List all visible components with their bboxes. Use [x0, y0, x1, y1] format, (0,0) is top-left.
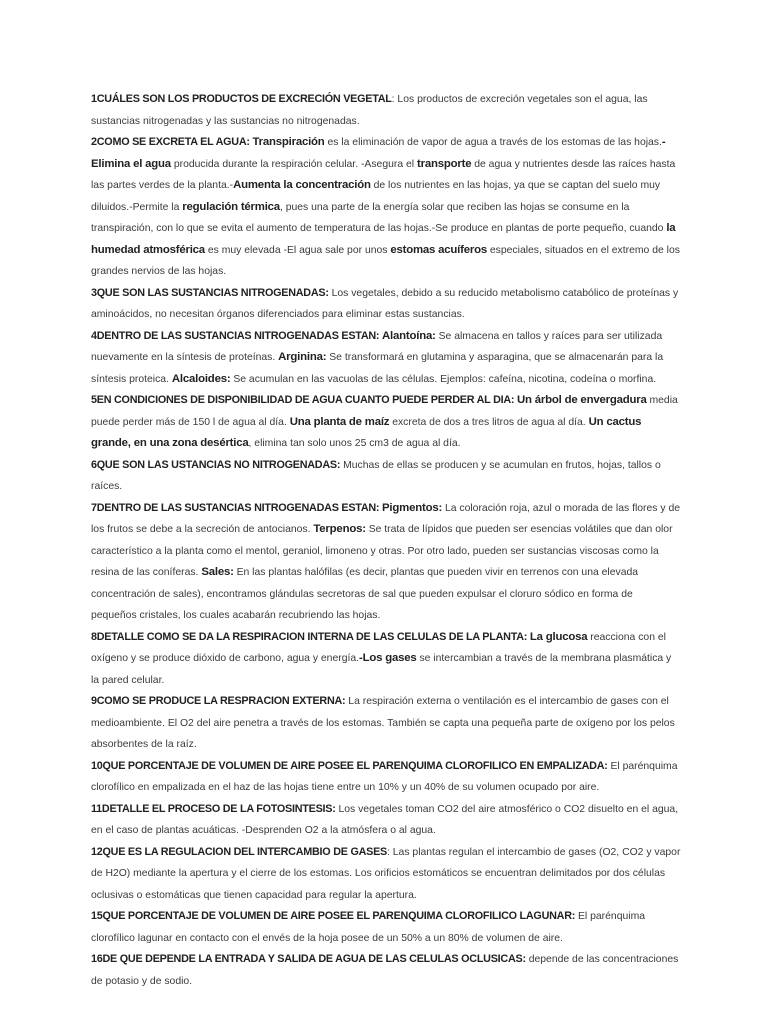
answer-text: El parénquima clorofílico lagunar en contacto con el envés de la hoja posee de un 50% a un 80% de volumen de aire.	[91, 911, 645, 944]
question-heading: 10QUE PORCENTAJE DE VOLUMEN DE AIRE POSEE EL PARENQUIMA CLOROFILICO EN EMPALIZADA:	[91, 759, 608, 772]
paragraph-q11	[91, 799, 681, 842]
key-term: Terpenos:	[313, 523, 366, 535]
key-term: transporte	[417, 157, 472, 170]
paragraph-q8	[91, 627, 681, 692]
key-term: Un cactus grande, en una zona desértica	[91, 415, 642, 449]
answer-text: , elimina tan solo unos 25 cm3 de agua al día.	[248, 438, 461, 449]
key-term: Un árbol de envergadura	[517, 394, 647, 406]
key-term: Arginina:	[278, 351, 327, 363]
paragraph-q2	[91, 132, 681, 283]
question-heading: 16DE QUE DEPENDE LA ENTRADA Y SALIDA DE AGUA DE LAS CELULAS OCLUSICAS:	[91, 953, 526, 965]
answer-text: producida durante la respiración celular. -Asegura el	[170, 158, 417, 170]
answer-text: excreta de dos a tres litros de agua al día.	[389, 416, 589, 428]
key-term: Alcaloides:	[171, 372, 231, 385]
paragraph-q10	[91, 756, 681, 799]
answer-text: La respiración externa o ventilación es el intercambio de gases con el medioambiente. El O2 del aire penetra a través de los estomas. También se capta una pequeña parte de oxígeno por los pelos absorbentes de la raíz.	[91, 696, 675, 750]
key-term: Sales:	[201, 566, 234, 578]
key-term: Una planta de maíz	[289, 415, 390, 428]
key-term: regulación térmica	[182, 200, 280, 213]
paragraph-q1	[91, 89, 681, 132]
answer-text: es la eliminación de vapor de agua a través de los estomas de las hojas.	[324, 137, 662, 148]
answer-text: Muchas de ellas se producen y se acumulan en frutos, hojas, tallos o raíces.	[91, 459, 661, 492]
paragraph-q9	[91, 691, 681, 756]
paragraph-q16	[91, 949, 681, 992]
question-heading: 4DENTRO DE LAS SUSTANCIAS NITROGENADAS ESTAN:	[91, 329, 383, 342]
answer-text: se intercambian a través de la membrana plasmática y la pared celular.	[91, 653, 672, 686]
answer-text: Se trata de lípidos que pueden ser esencias volátiles que dan olor característico a la planta como el mentol, geraniol, limoneno y otras. Por otro lado, pueden ser sustancias viscosas como la resina de las coníferas.	[91, 524, 673, 578]
key-term: Transpiración	[252, 136, 325, 148]
key-term: Alantoína:	[382, 329, 436, 342]
question-heading: 15QUE PORCENTAJE DE VOLUMEN DE AIRE POSEE EL PARENQUIMA CLOROFILICO LAGUNAR:	[91, 910, 576, 922]
answer-text: En las plantas halófilas (es decir, plantas que pueden vivir en terrenos con una elevada concentración de sales), encontramos glándulas secretoras de sal que pueden expulsar el cloruro sódico en forma de pequeños cristales, los cuales acabarán recubriendo las hojas.	[91, 567, 639, 621]
answer-text: de agua y nutrientes desde las raíces hasta las partes verdes de la planta.-	[91, 158, 676, 191]
paragraph-q5	[91, 390, 681, 455]
paragraph-q4	[91, 326, 681, 391]
question-heading: 2COMO SE EXCRETA EL AGUA:	[91, 136, 253, 148]
question-heading: 12QUE ES LA REGULACION DEL INTERCAMBIO DE GASES	[91, 845, 387, 858]
answer-text: media puede perder más de 150 l de agua al día.	[91, 395, 678, 428]
question-heading: 11DETALLE EL PROCESO DE LA FOTOSINTESIS:	[91, 802, 336, 815]
question-heading: 3QUE SON LAS SUSTANCIAS NITROGENADAS:	[91, 286, 329, 299]
question-heading: 9COMO SE PRODUCE LA RESPRACION EXTERNA:	[91, 695, 346, 707]
key-term: estomas acuíferos	[390, 243, 488, 256]
question-heading: 6QUE SON LAS USTANCIAS NO NITROGENADAS:	[91, 458, 341, 471]
answer-text: El parénquima clorofílico en empalizada en el haz de las hojas tiene entre un 10% y un 40% de su volumen ocupado por aire.	[91, 760, 678, 793]
key-term: La glucosa	[529, 630, 588, 643]
answer-text: : Las plantas regulan el intercambio de gases (O2, CO2 y vapor de H2O) mediante la apertura y el cierre de los estomas. Los orificios estomáticos se encuentran delimitados por dos células oclusivas o estomáticas que tienen capacidad para regular la apertura.	[91, 846, 681, 901]
paragraph-q7	[91, 498, 681, 627]
answer-text: Los vegetales, debido a su reducido metabolismo catabólico de proteínas y aminoácidos, no necesitan órganos diferenciados para eliminar estas sustancias.	[91, 287, 679, 320]
answer-text: de los nutrientes en las hojas, ya que se captan del suelo muy diluidos.-Permite la	[91, 180, 661, 213]
question-heading: 5EN CONDICIONES DE DISPONIBILIDAD DE AGUA CUANTO PUEDE PERDER AL DIA:	[91, 394, 518, 406]
question-heading: 1CUÁLES SON LOS PRODUCTOS DE EXCRECIÓN VEGETAL	[91, 93, 392, 105]
document-page	[91, 89, 681, 992]
answer-text: La coloración roja, azul o morada de las flores y de los frutos se debe a la secreción de antocianos.	[91, 502, 681, 535]
key-term: Aumenta la concentración	[233, 179, 371, 191]
answer-text: , pues una parte de la energía solar que reciben las hojas se consume en la transpiración, con lo que se evita el aumento de temperatura de las hojas.-Se produce en plantas de porte pequeño, cuando	[91, 201, 667, 234]
key-term: -Los gases	[359, 652, 417, 664]
question-heading: 7DENTRO DE LAS SUSTANCIAS NITROGENADAS ESTAN:	[91, 501, 383, 514]
paragraph-q15	[91, 906, 681, 949]
answer-text: Se acumulan en las vacuolas de las células. Ejemplos: cafeína, nicotina, codeína o morfina.	[230, 373, 657, 385]
answer-text: Los vegetales toman CO2 del aire atmosférico o CO2 disuelto en el agua, en el caso de plantas acuáticas. -Desprenden O2 a la atmósfera o al agua.	[91, 803, 679, 836]
question-heading: 8DETALLE COMO SE DA LA RESPIRACION INTERNA DE LAS CELULAS DE LA PLANTA:	[91, 630, 530, 643]
key-term: Pigmentos:	[382, 501, 443, 514]
answer-text: Se almacena en tallos y raíces para ser utilizada nuevamente en la síntesis de proteínas.	[91, 330, 663, 363]
key-term: -Elimina el agua	[91, 136, 666, 170]
paragraph-q3	[91, 283, 681, 326]
answer-text: especiales, situados en el extremo de los grandes nervios de las hojas.	[91, 244, 680, 277]
answer-text: es muy elevada -El agua sale por unos	[204, 244, 391, 256]
answer-text: reacciona con el oxígeno y se produce dióxido de carbono, agua y energía.	[91, 631, 666, 664]
key-term: la humedad atmosférica	[91, 222, 676, 256]
paragraph-q12	[91, 842, 681, 907]
answer-text: depende de las concentraciones de potasio y de sodio.	[91, 954, 679, 987]
answer-text: Se transformará en glutamina y asparagina, que se almacenarán para la síntesis proteica.	[91, 352, 664, 385]
answer-text: : Los productos de excreción vegetales son el agua, las sustancias nitrogenadas y las sustancias no nitrogenadas.	[91, 94, 648, 127]
paragraph-q6	[91, 455, 681, 498]
